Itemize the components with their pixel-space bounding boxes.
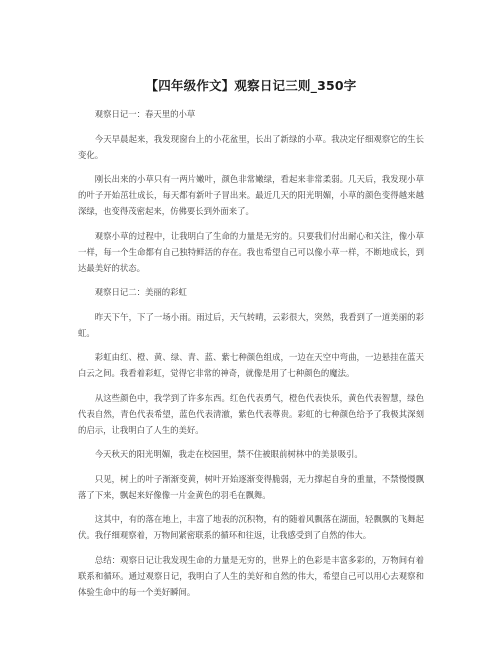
paragraph: 刚长出来的小草只有一两片嫩叶，颜色非常嫩绿，看起来非常柔弱。几天后，我发现小草的叶子开始茁壮成长，每天都有新叶子冒出来。最近几天的阳光明媚，小草的颜色变得越来越深绿，也变得茂密起来，仿佛要长到外面来了。 bbox=[78, 174, 424, 216]
summary-paragraph: 总结：观察日记让我发现生命的力量是无穷的，世界上的色彩是丰富多彩的，万物间有着联系和循环。通过观察日记，我明白了人生的美好和自然的伟大，希望自己可以用心去观察和体验生命中的每一个美好瞬间。 bbox=[78, 554, 424, 597]
paragraph: 今天早晨起来，我发现窗台上的小花盆里，长出了新绿的小草。我决定仔细观察它的生长变化。 bbox=[78, 133, 424, 160]
paragraph: 昨天下午，下了一场小雨。雨过后，天气转晴，云彩很大，突然，我看到了一道美丽的彩虹。 bbox=[78, 311, 424, 338]
paragraph: 从这些颜色中，我学到了许多东西。红色代表勇气，橙色代表快乐，黄色代表智慧，绿色代表自然，青色代表希望，蓝色代表清澈，紫色代表尊贵。彩虹的七种颜色给予了我极其深刻的启示，让我明白了人生的美好。 bbox=[78, 392, 424, 435]
paragraph: 今天秋天的阳光明媚，我走在校园里，禁不住被眼前树林中的美景吸引。 bbox=[94, 449, 363, 459]
document-title: 【四年级作文】观察日记三则_350字 bbox=[145, 78, 357, 93]
section-heading-2: 观察日记二：美丽的彩虹 bbox=[94, 287, 187, 297]
section-heading-1: 观察日记一：春天里的小草 bbox=[94, 109, 196, 119]
paragraph: 观察小草的过程中，让我明白了生命的力量是无穷的。只要我们付出耐心和关注，像小草一样，每一个生命都有自己独特鲜活的存在。我也希望自己可以像小草一样，不断地成长，到达最美好的状态。 bbox=[78, 230, 424, 273]
paragraph: 彩虹由红、橙、黄、绿、青、蓝、紫七种颜色组成，一边在天空中弯曲，一边悬挂在蓝天白云之间。我看着彩虹，觉得它非常的神奇，就像是用了七种颜色的魔法。 bbox=[78, 352, 424, 378]
paragraph: 只见，树上的叶子渐渐变黄，树叶开始逐渐变得脆弱，无力撑起自身的重量，不禁慢慢飘落了下来，飘起来好像像一片金黄色的羽毛在飘舞。 bbox=[78, 473, 424, 500]
paragraph: 这其中，有的落在地上，丰富了地表的沉积物，有的随着风飘落在湖面，轻飘飘的飞舞起伏。我仔细观察着，万物间紧密联系的循环和往返，让我感受到了自然的伟大。 bbox=[78, 514, 424, 540]
